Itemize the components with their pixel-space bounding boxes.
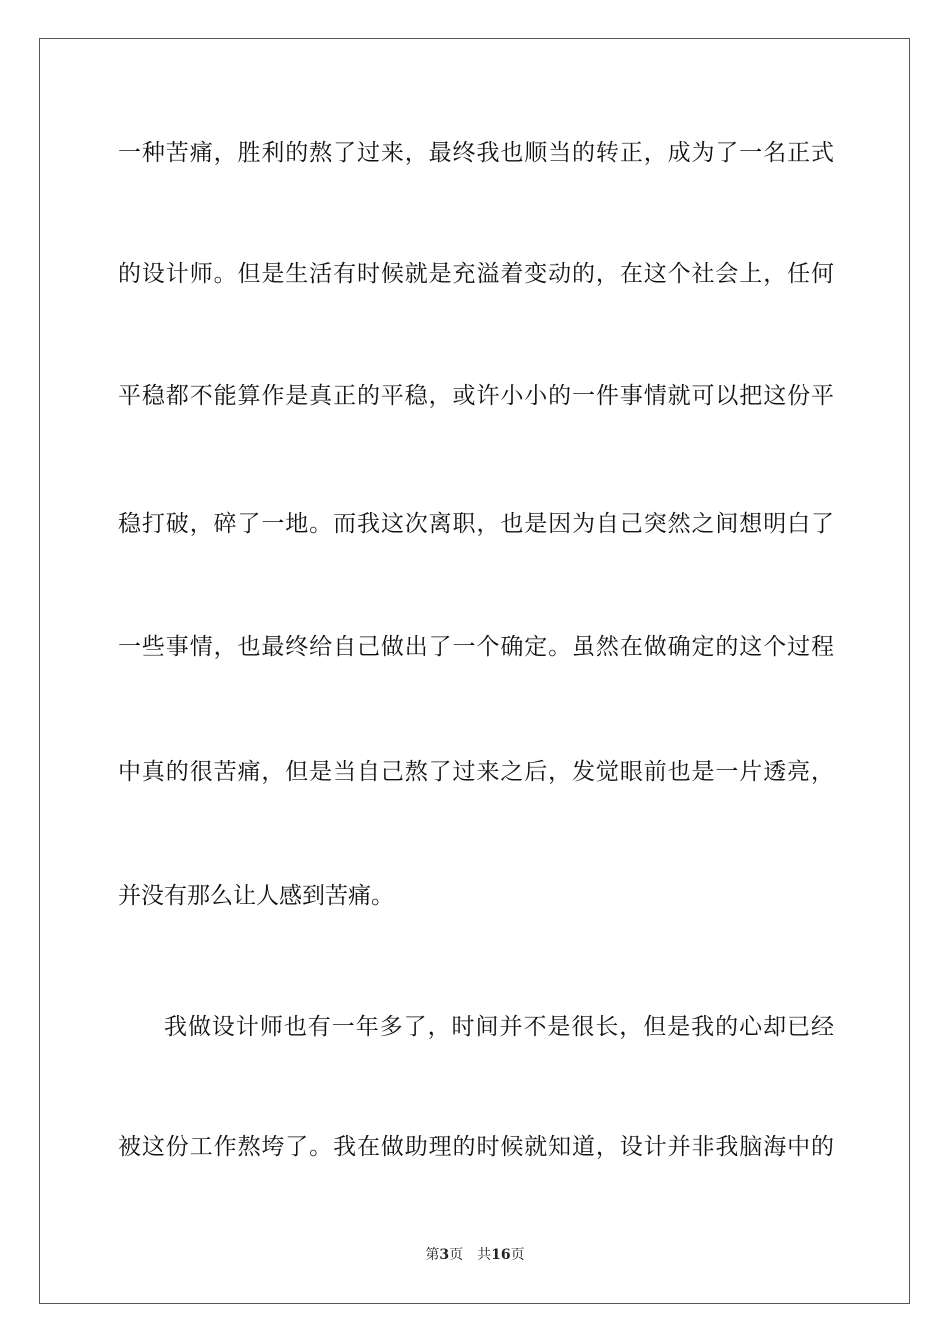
body-line-4: 稳打破，碎了一地。而我这次离职，也是因为自己突然之间想明白了 [118, 511, 834, 537]
footer-total-pages: 16 [491, 1247, 511, 1263]
footer-total-prefix: 共 [477, 1247, 492, 1263]
body-line-5: 一些事情，也最终给自己做出了一个确定。虽然在做确定的这个过程 [118, 634, 834, 660]
footer-page-suffix: 页 [449, 1247, 464, 1263]
footer-page-number: 3 [439, 1247, 450, 1263]
body-line-3: 平稳都不能算作是真正的平稳，或许小小的一件事情就可以把这份平 [118, 383, 834, 409]
body-line-8: 我做设计师也有一年多了，时间并不是很长，但是我的心却已经 [164, 1014, 834, 1040]
body-line-2: 的设计师。但是生活有时候就是充溢着变动的，在这个社会上，任何 [118, 261, 834, 287]
footer-total-suffix: 页 [510, 1247, 525, 1263]
page-border [39, 38, 910, 1304]
body-line-9: 被这份工作熬垮了。我在做助理的时候就知道，设计并非我脑海中的 [118, 1134, 834, 1160]
page-footer [0, 1245, 950, 1265]
body-line-6: 中真的很苦痛，但是当自己熬了过来之后，发觉眼前也是一片透亮， [118, 759, 834, 785]
body-line-7: 并没有那么让人感到苦痛。 [118, 883, 394, 909]
body-line-1: 一种苦痛，胜利的熬了过来，最终我也顺当的转正，成为了一名正式 [118, 140, 834, 166]
footer-page-prefix: 第 [425, 1247, 440, 1263]
